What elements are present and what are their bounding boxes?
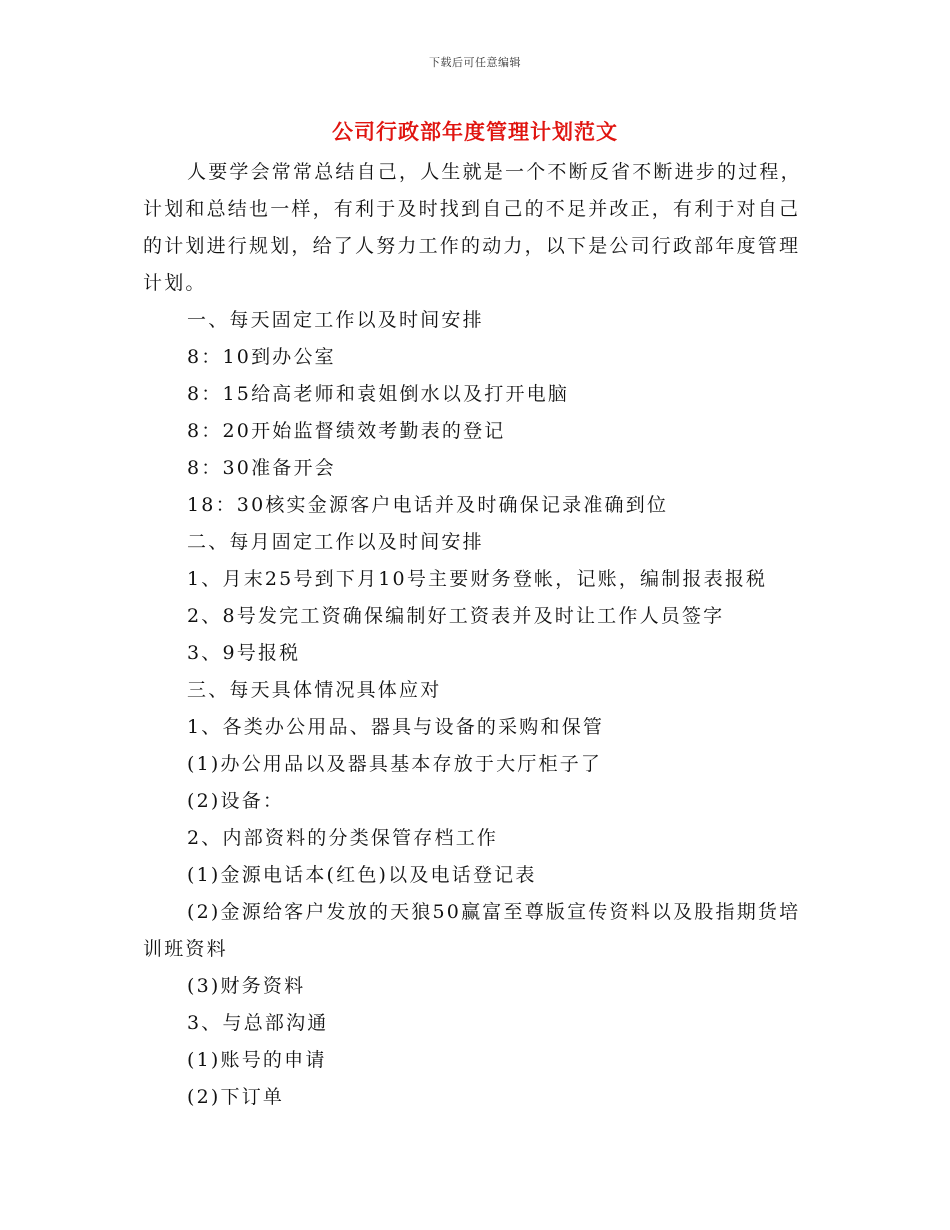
schedule-item: 8：30准备开会 bbox=[187, 457, 336, 479]
page-title: 公司行政部年度管理计划范文 bbox=[332, 119, 618, 144]
schedule-item: 8：20开始监督绩效考勤表的登记 bbox=[187, 420, 506, 442]
sub-list-item: (3)财务资料 bbox=[187, 975, 306, 997]
schedule-item: 18：30核实金源客户电话并及时确保记录准确到位 bbox=[187, 494, 669, 516]
section-heading-2: 二、每月固定工作以及时间安排 bbox=[187, 531, 484, 553]
header-note: 下载后可任意编辑 bbox=[429, 56, 521, 69]
schedule-item: 8：15给高老师和袁姐倒水以及打开电脑 bbox=[187, 383, 570, 405]
section-heading-1: 一、每天固定工作以及时间安排 bbox=[187, 309, 484, 331]
sub-list-item: (1)账号的申请 bbox=[187, 1049, 327, 1071]
list-item: 1、各类办公用品、器具与设备的采购和保管 bbox=[187, 716, 605, 738]
monthly-item: 3、9号报税 bbox=[187, 642, 301, 664]
list-item: 2、内部资料的分类保管存档工作 bbox=[187, 827, 499, 849]
sub-list-item: (1)办公用品以及器具基本存放于大厅柜子了 bbox=[187, 753, 603, 775]
schedule-item: 8：10到办公室 bbox=[187, 346, 336, 368]
sub-list-item: (2)金源给客户发放的天狼50赢富至尊版宣传资料以及股指期货培训班资料 bbox=[143, 901, 801, 960]
intro-paragraph: 人要学会常常总结自己，人生就是一个不断反省不断进步的过程，计划和总结也一样，有利于及时找到自己的不足并改正，有利于对自己的计划进行规划，给了人努力工作的动力，以下是公司行政部年度管理计划。 bbox=[143, 161, 802, 294]
section-heading-3: 三、每天具体情况具体应对 bbox=[187, 679, 442, 701]
monthly-item: 2、8号发完工资确保编制好工资表并及时让工作人员签字 bbox=[187, 605, 725, 627]
monthly-item: 1、月末25号到下月10号主要财务登帐，记账，编制报表报税 bbox=[187, 568, 768, 590]
sub-list-item: (2)下订单 bbox=[187, 1086, 285, 1108]
list-item: 3、与总部沟通 bbox=[187, 1012, 329, 1034]
document-body bbox=[143, 154, 807, 1116]
sub-list-item: (2)设备： bbox=[187, 790, 285, 812]
sub-list-item: (1)金源电话本(红色)以及电话登记表 bbox=[187, 864, 537, 886]
